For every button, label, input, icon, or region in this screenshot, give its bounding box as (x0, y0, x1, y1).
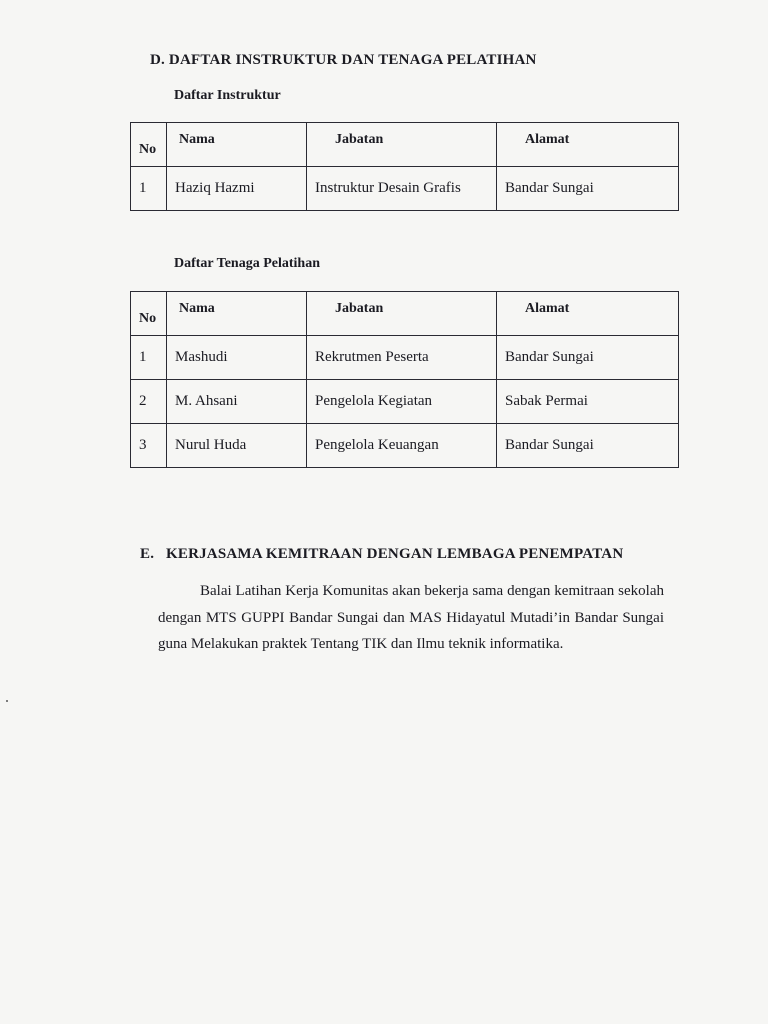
cell-nama: Mashudi (167, 336, 307, 380)
header-alamat: Alamat (497, 123, 679, 167)
cell-no: 3 (131, 424, 167, 468)
table-row (131, 424, 679, 468)
cell-jabatan: Pengelola Keuangan (307, 424, 497, 468)
partnership-text: Balai Latihan Kerja Komunitas akan bekerja sama dengan kemitraan sekolah dengan MTS GUPPI Bandar Sungai dan MAS Hidayatul Mutadi’in Bandar Sungai guna Melakukan praktek Tentang TIK dan Ilmu teknik informatika. (158, 583, 664, 652)
cell-nama: M. Ahsani (167, 380, 307, 424)
staff-table (130, 291, 679, 468)
cell-nama: Nurul Huda (167, 424, 307, 468)
instructor-table-title: Daftar Instruktur (174, 88, 281, 103)
cell-nama: Haziq Hazmi (167, 167, 307, 211)
instructor-table (130, 122, 679, 211)
cell-no: 1 (131, 336, 167, 380)
header-jabatan: Jabatan (307, 292, 497, 336)
cell-jabatan: Rekrutmen Peserta (307, 336, 497, 380)
table-row (131, 380, 679, 424)
header-nama: Nama (167, 292, 307, 336)
cell-no: 1 (131, 167, 167, 211)
cell-jabatan: Instruktur Desain Grafis (307, 167, 497, 211)
cell-alamat: Bandar Sungai (497, 336, 679, 380)
cell-alamat: Sabak Permai (497, 380, 679, 424)
partnership-paragraph (158, 578, 664, 658)
header-jabatan: Jabatan (307, 123, 497, 167)
header-alamat: Alamat (497, 292, 679, 336)
scan-speck (6, 700, 8, 702)
section-e-heading: E. KERJASAMA KEMITRAAN DENGAN LEMBAGA PENEMPATAN (140, 546, 624, 562)
header-no: No (131, 123, 167, 167)
table-row (131, 336, 679, 380)
cell-jabatan: Pengelola Kegiatan (307, 380, 497, 424)
header-nama: Nama (167, 123, 307, 167)
table-row (131, 167, 679, 211)
header-no: No (131, 292, 167, 336)
cell-no: 2 (131, 380, 167, 424)
staff-table-title: Daftar Tenaga Pelatihan (174, 256, 320, 271)
cell-alamat: Bandar Sungai (497, 167, 679, 211)
cell-alamat: Bandar Sungai (497, 424, 679, 468)
section-d-heading: D. DAFTAR INSTRUKTUR DAN TENAGA PELATIHAN (150, 52, 537, 68)
staff-table-header-row (131, 292, 679, 336)
instructor-table-header-row (131, 123, 679, 167)
